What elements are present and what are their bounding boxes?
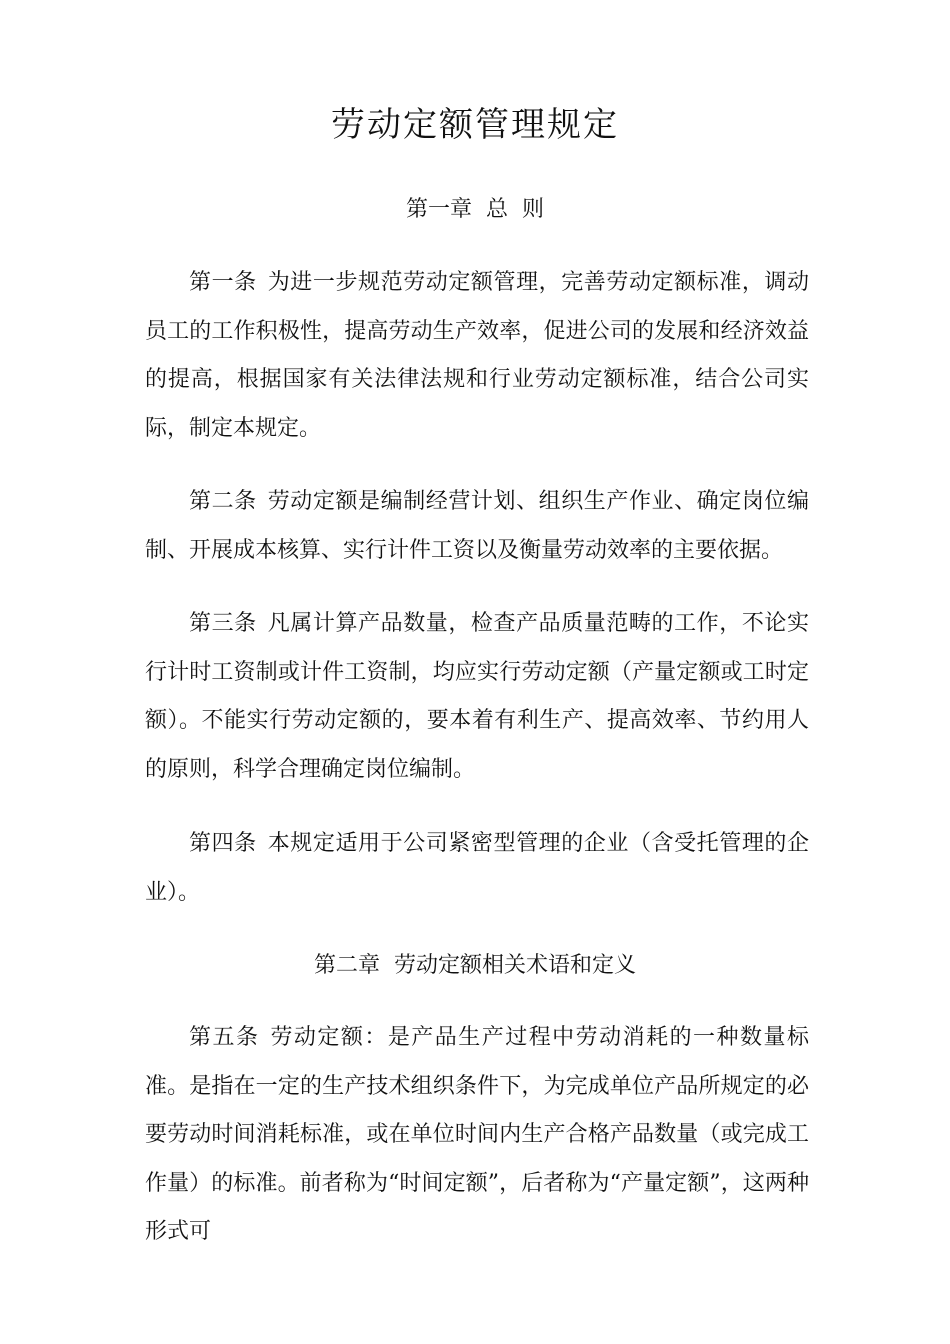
article-5-label: 第五条 <box>189 1025 260 1050</box>
article-3-text: 凡属计算产品数量，检查产品质量范畴的工作，不论实行计时工资制或计件工资制，均应实行劳动定额（产量定额或工时定额）。不能实行劳动定额的，要本着有利生产、提高效率、节约用人的原则，科学合理确定岗位编制。 <box>145 611 809 782</box>
article-1-text: 为进一步规范劳动定额管理，完善劳动定额标准，调动员工的工作积极性，提高劳动生产效率，促进公司的发展和经济效益的提高，根据国家有关法律法规和行业劳动定额标准，结合公司实际，制定本规定。 <box>145 270 809 441</box>
article-4-label: 第四条 <box>189 831 257 856</box>
article-1 <box>145 259 809 453</box>
document-title: 劳动定额管理规定 <box>331 105 619 145</box>
article-2-text: 劳动定额是编制经营计划、组织生产作业、确定岗位编制、开展成本核算、实行计件工资以及衡量劳动效率的主要依据。 <box>145 489 809 563</box>
article-3-label: 第三条 <box>189 611 257 636</box>
article-5 <box>145 1014 809 1257</box>
chapter-1-heading: 第一章 总 则 <box>406 197 544 222</box>
article-2 <box>145 478 809 575</box>
article-4-text: 本规定适用于公司紧密型管理的企业（含受托管理的企业）。 <box>145 831 809 905</box>
article-5-text: 劳动定额：是产品生产过程中劳动消耗的一种数量标准。是指在一定的生产技术组织条件下，为完成单位产品所规定的必要劳动时间消耗标准，或在单位时间内生产合格产品数量（或完成工作量）的标准。前者称为“时间定额”，后者称为“产量定额”，这两种形式可 <box>145 1025 809 1244</box>
article-1-label: 第一条 <box>189 270 257 295</box>
article-3 <box>145 600 809 794</box>
article-2-label: 第二条 <box>189 489 257 514</box>
chapter-2-heading: 第二章 劳动定额相关术语和定义 <box>314 953 636 978</box>
article-4 <box>145 820 809 917</box>
